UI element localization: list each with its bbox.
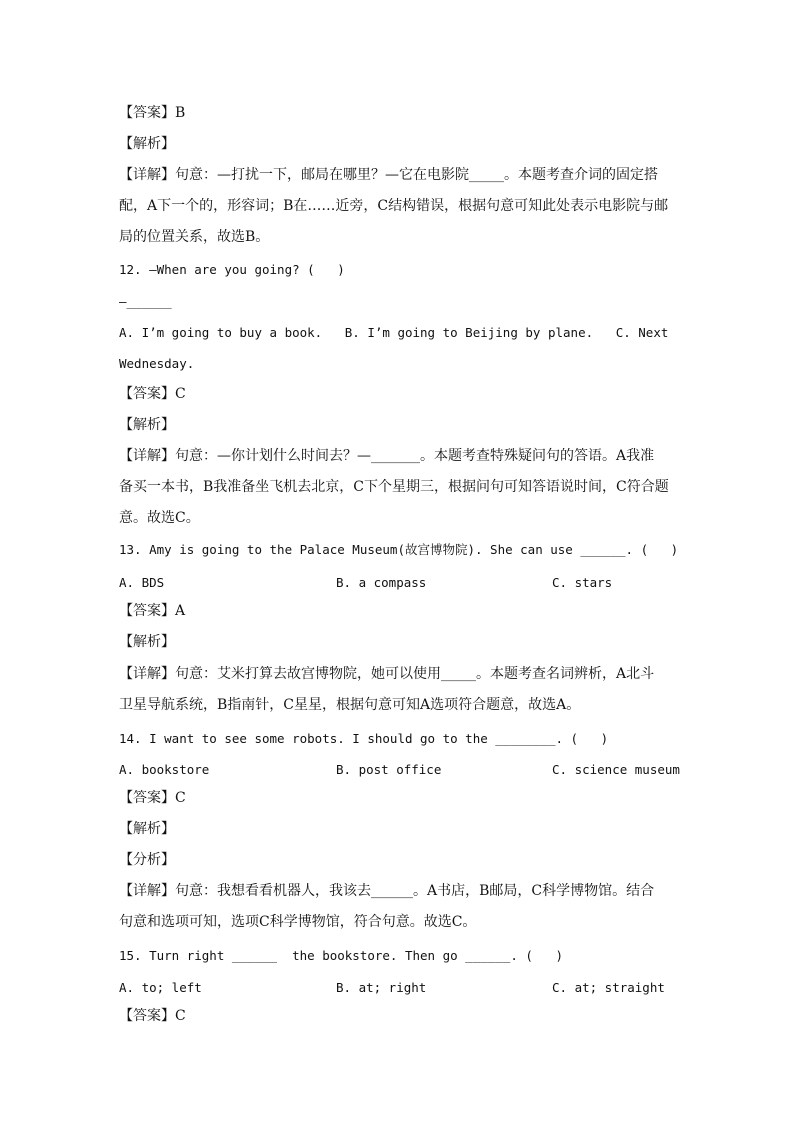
option-b: B. post office <box>336 762 442 777</box>
explanation-line: 备买一本书，B我准备坐飞机去北京，C下个星期三，根据问句可知答语说时间，C符合题 <box>119 479 669 495</box>
answer-label: 【答案】C <box>119 1008 186 1024</box>
explanation-line: 【详解】句意：我想看看机器人，我该去______。A书店，B邮局，C科学博物馆。结合 <box>119 883 655 899</box>
explanation-line: 配，A下一个的，形容词；B在……近旁，C结构错误，根据句意可知此处表示电影院与邮 <box>119 198 669 214</box>
question-13: 13. Amy is going to the Palace Museum(故宫博物院). She can use ______. ( ) <box>119 542 679 557</box>
question-15: 15. Turn right ______ the bookstore. Then go ______. ( ) <box>119 948 564 963</box>
explanation-line: 【详解】句意：—打扰一下，邮局在哪里？—它在电影院_____。本题考查介词的固定搭 <box>119 167 658 183</box>
option-b: B. a compass <box>336 575 427 590</box>
answer-label: 【答案】B <box>119 105 186 121</box>
analysis-label: 【解析】 <box>119 634 175 650</box>
option-c: C. science museum <box>552 762 680 777</box>
question-14-options <box>119 761 699 851</box>
explanation-line: 意。故选C。 <box>119 510 200 526</box>
answer-label: 【答案】C <box>119 386 186 402</box>
explanation-line: 【详解】句意：艾米打算去故宫博物院，她可以使用_____。本题考查名词辨析，A北斗 <box>119 666 655 682</box>
option-c: C. at; straight <box>552 980 665 995</box>
question-12: 12. —When are you going? ( ) <box>119 262 345 277</box>
question-12-options: A. I’m going to buy a book. B. I’m going to Beijing by plane. C. Next <box>119 325 669 340</box>
analysis-label: 【解析】 <box>119 417 175 433</box>
explanation-line: 局的位置关系，故选B。 <box>119 229 270 245</box>
option-a: A. BDS <box>119 575 165 590</box>
option-b: B. at; right <box>336 980 427 995</box>
option-c: C. stars <box>552 575 613 590</box>
option-a: A. bookstore <box>119 762 210 777</box>
question-13-options <box>119 574 699 664</box>
analysis-label: 【解析】 <box>119 136 175 152</box>
explanation-line: 句意和选项可知，选项C科学博物馆，符合句意。故选C。 <box>119 914 477 930</box>
explanation-line: 卫星导航系统，B指南针，C星星，根据句意可知A选项符合题意，故选A。 <box>119 697 581 713</box>
question-14: 14. I want to see some robots. I should go to the ________. ( ) <box>119 731 609 746</box>
explanation-line: 【详解】句意：—你计划什么时间去？—_______。本题考查特殊疑问句的答语。A我准 <box>119 448 655 464</box>
question-12-options-wrap: Wednesday. <box>119 356 195 371</box>
analysis-sub-label: 【分析】 <box>119 852 175 868</box>
question-15-options <box>119 979 699 1069</box>
answer-label: 【答案】C <box>119 790 186 806</box>
answer-blank-line: —______ <box>119 294 172 309</box>
analysis-label: 【解析】 <box>119 821 175 837</box>
option-a: A. to; left <box>119 980 202 995</box>
answer-label: 【答案】A <box>119 603 186 619</box>
